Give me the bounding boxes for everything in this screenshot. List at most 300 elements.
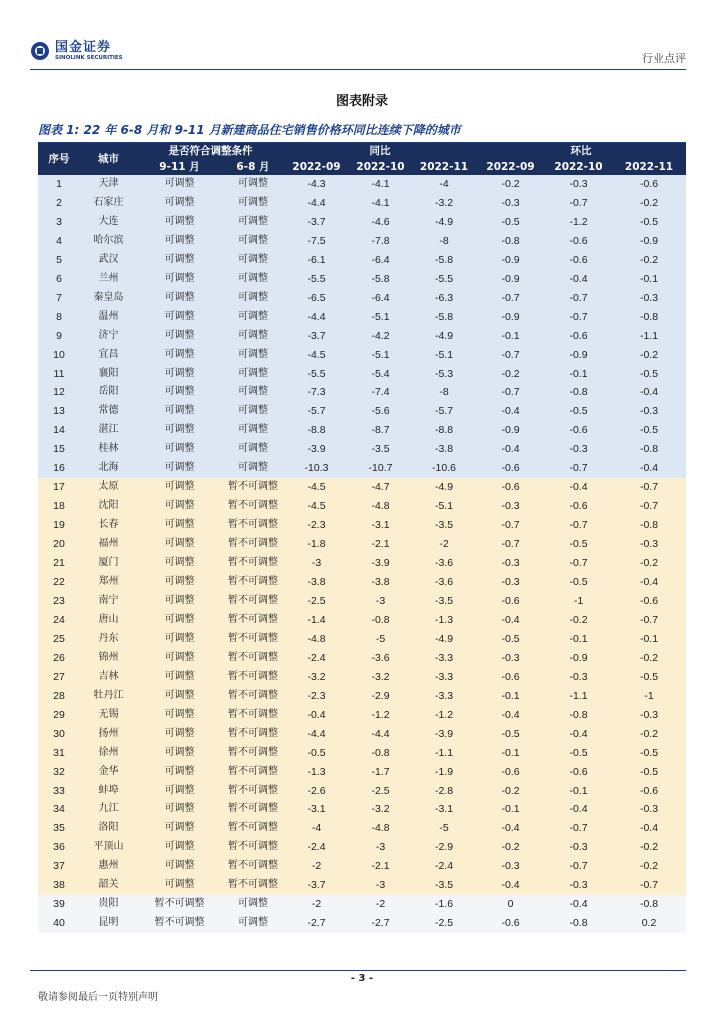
row-mom-sep: -0.4 [476, 706, 545, 725]
row-mom-oct: -0.6 [545, 497, 612, 516]
row-index: 17 [38, 478, 80, 497]
row-yoy-nov: -4 [412, 175, 476, 194]
row-mom-oct: -0.1 [545, 630, 612, 649]
company-logo [30, 41, 123, 62]
header-yoy-nov: 2022-11 [412, 159, 476, 175]
row-index: 14 [38, 421, 80, 440]
row-mom-oct: -0.5 [545, 573, 612, 592]
row-yoy-nov: -1.6 [412, 895, 476, 914]
table-row [38, 895, 686, 914]
row-yoy-oct: -2 [349, 895, 412, 914]
table-row [38, 535, 686, 554]
row-yoy-nov: -3.5 [412, 876, 476, 895]
row-city: 徐州 [80, 744, 137, 763]
row-cond-sep-nov: 可调整 [137, 497, 222, 516]
row-yoy-sep: -2.7 [284, 914, 349, 933]
row-cond-sep-nov: 暂不可调整 [137, 914, 222, 933]
row-mom-nov: -0.5 [612, 763, 686, 782]
row-mom-sep: 0 [476, 895, 545, 914]
row-mom-nov: -0.3 [612, 289, 686, 308]
row-yoy-sep: -1.3 [284, 763, 349, 782]
row-yoy-nov: -3.8 [412, 440, 476, 459]
row-yoy-nov: -2.9 [412, 838, 476, 857]
row-mom-sep: -0.2 [476, 365, 545, 384]
row-cond-jun-aug: 暂不可调整 [222, 649, 284, 668]
row-city: 郑州 [80, 573, 137, 592]
row-yoy-nov: -5.1 [412, 497, 476, 516]
table-row [38, 800, 686, 819]
row-yoy-oct: -4.1 [349, 175, 412, 194]
row-yoy-nov: -1.1 [412, 744, 476, 763]
row-city: 桂林 [80, 440, 137, 459]
row-cond-sep-nov: 暂不可调整 [137, 895, 222, 914]
row-yoy-nov: -2.5 [412, 914, 476, 933]
row-yoy-nov: -3.3 [412, 668, 476, 687]
row-cond-sep-nov: 可调整 [137, 175, 222, 194]
row-yoy-oct: -3 [349, 876, 412, 895]
row-mom-sep: -0.4 [476, 819, 545, 838]
table-row [38, 611, 686, 630]
row-index: 4 [38, 232, 80, 251]
row-mom-oct: -0.5 [545, 744, 612, 763]
row-yoy-sep: -6.1 [284, 251, 349, 270]
row-cond-jun-aug: 可调整 [222, 194, 284, 213]
row-yoy-nov: -5.5 [412, 270, 476, 289]
row-cond-jun-aug: 暂不可调整 [222, 876, 284, 895]
row-yoy-sep: -4.5 [284, 478, 349, 497]
header-sep-nov: 9-11 月 [137, 159, 222, 175]
row-mom-oct: -0.6 [545, 232, 612, 251]
table-row [38, 232, 686, 251]
row-cond-jun-aug: 暂不可调整 [222, 630, 284, 649]
row-yoy-nov: -1.2 [412, 706, 476, 725]
row-mom-oct: -1 [545, 592, 612, 611]
row-index: 6 [38, 270, 80, 289]
row-yoy-sep: -8.8 [284, 421, 349, 440]
table-row [38, 478, 686, 497]
row-yoy-oct: -1.7 [349, 763, 412, 782]
row-index: 29 [38, 706, 80, 725]
table-row [38, 365, 686, 384]
row-cond-jun-aug: 可调整 [222, 895, 284, 914]
row-cond-jun-aug: 暂不可调整 [222, 611, 284, 630]
row-mom-oct: -0.7 [545, 194, 612, 213]
row-cond-jun-aug: 暂不可调整 [222, 763, 284, 782]
row-yoy-oct: -4.4 [349, 725, 412, 744]
row-cond-jun-aug: 可调整 [222, 213, 284, 232]
header-mom: 环比 [476, 143, 686, 159]
row-mom-nov: -0.4 [612, 573, 686, 592]
row-city: 丹东 [80, 630, 137, 649]
row-mom-sep: -0.1 [476, 327, 545, 346]
row-yoy-sep: -2.4 [284, 838, 349, 857]
table-row [38, 763, 686, 782]
row-mom-nov: -0.4 [612, 383, 686, 402]
row-yoy-sep: -2.3 [284, 516, 349, 535]
row-cond-sep-nov: 可调整 [137, 592, 222, 611]
row-mom-sep: -0.4 [476, 440, 545, 459]
city-price-table [38, 143, 686, 933]
row-cond-sep-nov: 可调整 [137, 838, 222, 857]
header-yoy-sep: 2022-09 [284, 159, 349, 175]
row-mom-nov: -0.2 [612, 857, 686, 876]
row-mom-oct: -0.6 [545, 327, 612, 346]
page-number: - 3 - [350, 973, 374, 984]
row-mom-nov: -0.5 [612, 365, 686, 384]
row-yoy-nov: -10.6 [412, 459, 476, 478]
row-cond-jun-aug: 暂不可调整 [222, 706, 284, 725]
row-yoy-nov: -5 [412, 819, 476, 838]
row-cond-jun-aug: 暂不可调整 [222, 838, 284, 857]
row-index: 36 [38, 838, 80, 857]
header-city: 城市 [80, 143, 137, 175]
row-city: 温州 [80, 308, 137, 327]
table-row [38, 573, 686, 592]
row-mom-nov: -0.2 [612, 554, 686, 573]
row-yoy-sep: -2.5 [284, 592, 349, 611]
row-index: 34 [38, 800, 80, 819]
header-mom-sep: 2022-09 [476, 159, 545, 175]
row-yoy-oct: -5.6 [349, 402, 412, 421]
row-city: 岳阳 [80, 383, 137, 402]
row-mom-sep: -0.2 [476, 782, 545, 801]
row-mom-sep: -0.6 [476, 459, 545, 478]
row-yoy-sep: -3.1 [284, 800, 349, 819]
header-mom-nov: 2022-11 [612, 159, 686, 175]
row-yoy-oct: -10.7 [349, 459, 412, 478]
row-city: 太原 [80, 478, 137, 497]
row-yoy-oct: -3.1 [349, 516, 412, 535]
row-city: 金华 [80, 763, 137, 782]
row-mom-nov: -0.3 [612, 402, 686, 421]
row-yoy-nov: -1.3 [412, 611, 476, 630]
row-yoy-sep: -2 [284, 857, 349, 876]
row-yoy-nov: -8.8 [412, 421, 476, 440]
table-row [38, 516, 686, 535]
row-yoy-nov: -2.8 [412, 782, 476, 801]
table-row [38, 782, 686, 801]
row-city: 昆明 [80, 914, 137, 933]
row-index: 33 [38, 782, 80, 801]
row-mom-nov: -0.6 [612, 782, 686, 801]
row-yoy-sep: -7.3 [284, 383, 349, 402]
row-index: 38 [38, 876, 80, 895]
row-yoy-oct: -5.1 [349, 346, 412, 365]
row-mom-oct: -0.4 [545, 270, 612, 289]
row-yoy-oct: -2.9 [349, 687, 412, 706]
row-index: 30 [38, 725, 80, 744]
row-city: 大连 [80, 213, 137, 232]
row-index: 5 [38, 251, 80, 270]
row-yoy-sep: -5.5 [284, 365, 349, 384]
row-yoy-nov: -5.3 [412, 365, 476, 384]
row-mom-oct: -1.2 [545, 213, 612, 232]
row-cond-sep-nov: 可调整 [137, 668, 222, 687]
row-mom-nov: -0.2 [612, 725, 686, 744]
row-yoy-nov: -3.5 [412, 516, 476, 535]
row-mom-nov: -0.7 [612, 478, 686, 497]
row-city: 哈尔滨 [80, 232, 137, 251]
row-city: 锦州 [80, 649, 137, 668]
row-cond-sep-nov: 可调整 [137, 819, 222, 838]
row-yoy-oct: -6.4 [349, 289, 412, 308]
row-yoy-nov: -4.9 [412, 213, 476, 232]
row-mom-sep: -0.3 [476, 857, 545, 876]
row-cond-sep-nov: 可调整 [137, 573, 222, 592]
row-yoy-oct: -2.5 [349, 782, 412, 801]
row-city: 洛阳 [80, 819, 137, 838]
row-city: 武汉 [80, 251, 137, 270]
row-yoy-nov: -5.8 [412, 251, 476, 270]
row-city: 湛江 [80, 421, 137, 440]
row-yoy-sep: -10.3 [284, 459, 349, 478]
row-index: 20 [38, 535, 80, 554]
table-row [38, 668, 686, 687]
row-yoy-oct: -4.2 [349, 327, 412, 346]
row-cond-jun-aug: 暂不可调整 [222, 573, 284, 592]
row-index: 35 [38, 819, 80, 838]
row-index: 11 [38, 365, 80, 384]
row-yoy-sep: -4.5 [284, 346, 349, 365]
row-yoy-oct: -6.4 [349, 251, 412, 270]
row-yoy-sep: -4.8 [284, 630, 349, 649]
row-cond-jun-aug: 可调整 [222, 914, 284, 933]
logo-name-cn: 国金证券 [55, 40, 112, 55]
row-city: 长春 [80, 516, 137, 535]
row-yoy-nov: -5.8 [412, 308, 476, 327]
row-index: 16 [38, 459, 80, 478]
row-yoy-nov: -3.6 [412, 573, 476, 592]
row-mom-oct: -0.9 [545, 649, 612, 668]
row-yoy-nov: -5.7 [412, 402, 476, 421]
row-mom-sep: -0.5 [476, 725, 545, 744]
table-row [38, 308, 686, 327]
row-yoy-nov: -4.9 [412, 478, 476, 497]
row-mom-oct: -0.3 [545, 838, 612, 857]
row-city: 天津 [80, 175, 137, 194]
row-mom-oct: -0.8 [545, 914, 612, 933]
row-mom-oct: -0.8 [545, 383, 612, 402]
row-mom-sep: -0.9 [476, 308, 545, 327]
row-cond-jun-aug: 暂不可调整 [222, 535, 284, 554]
row-yoy-oct: -7.4 [349, 383, 412, 402]
row-cond-sep-nov: 可调整 [137, 516, 222, 535]
row-city: 宜昌 [80, 346, 137, 365]
row-mom-oct: -0.5 [545, 402, 612, 421]
row-index: 9 [38, 327, 80, 346]
table-row [38, 706, 686, 725]
row-cond-sep-nov: 可调整 [137, 800, 222, 819]
row-mom-sep: -0.8 [476, 232, 545, 251]
row-mom-oct: -0.6 [545, 421, 612, 440]
row-mom-sep: -0.7 [476, 516, 545, 535]
row-mom-sep: -0.3 [476, 554, 545, 573]
table-row [38, 876, 686, 895]
row-index: 32 [38, 763, 80, 782]
row-cond-sep-nov: 可调整 [137, 763, 222, 782]
table-row [38, 402, 686, 421]
row-index: 27 [38, 668, 80, 687]
header-divider [30, 69, 686, 70]
row-index: 3 [38, 213, 80, 232]
row-cond-sep-nov: 可调整 [137, 289, 222, 308]
row-mom-sep: -0.6 [476, 592, 545, 611]
row-cond-sep-nov: 可调整 [137, 706, 222, 725]
row-mom-sep: -0.7 [476, 535, 545, 554]
header-yoy: 同比 [284, 143, 476, 159]
row-mom-sep: -0.7 [476, 383, 545, 402]
row-index: 28 [38, 687, 80, 706]
header-mom-oct: 2022-10 [545, 159, 612, 175]
row-mom-sep: -0.2 [476, 838, 545, 857]
row-index: 13 [38, 402, 80, 421]
row-mom-nov: -0.3 [612, 706, 686, 725]
row-yoy-oct: -3.5 [349, 440, 412, 459]
row-yoy-oct: -3.9 [349, 554, 412, 573]
row-cond-jun-aug: 暂不可调整 [222, 497, 284, 516]
row-city: 沈阳 [80, 497, 137, 516]
row-yoy-nov: -3.3 [412, 649, 476, 668]
row-yoy-nov: -8 [412, 232, 476, 251]
row-mom-sep: -0.6 [476, 763, 545, 782]
figure-caption: 图表 1: 22 年 6-8 月和 9-11 月新建商品住宅销售价格环同比连续下降的城市 [38, 120, 686, 144]
row-city: 襄阳 [80, 365, 137, 384]
row-yoy-sep: -4.5 [284, 497, 349, 516]
row-index: 24 [38, 611, 80, 630]
row-yoy-oct: -5.8 [349, 270, 412, 289]
row-yoy-sep: -3 [284, 554, 349, 573]
row-yoy-oct: -2.1 [349, 535, 412, 554]
row-cond-sep-nov: 可调整 [137, 725, 222, 744]
row-yoy-oct: -2.7 [349, 914, 412, 933]
row-cond-jun-aug: 暂不可调整 [222, 800, 284, 819]
row-yoy-sep: -2 [284, 895, 349, 914]
row-mom-sep: -0.4 [476, 611, 545, 630]
row-mom-sep: -0.4 [476, 876, 545, 895]
row-cond-sep-nov: 可调整 [137, 346, 222, 365]
row-mom-nov: -0.3 [612, 800, 686, 819]
row-cond-jun-aug: 可调整 [222, 402, 284, 421]
row-mom-oct: -0.3 [545, 440, 612, 459]
row-mom-oct: -0.3 [545, 175, 612, 194]
row-mom-nov: -0.2 [612, 346, 686, 365]
row-cond-jun-aug: 暂不可调整 [222, 857, 284, 876]
table-row [38, 857, 686, 876]
row-mom-oct: -0.4 [545, 478, 612, 497]
row-cond-jun-aug: 暂不可调整 [222, 478, 284, 497]
row-yoy-oct: -3.2 [349, 800, 412, 819]
row-yoy-oct: -0.8 [349, 744, 412, 763]
row-cond-sep-nov: 可调整 [137, 649, 222, 668]
row-index: 2 [38, 194, 80, 213]
row-index: 19 [38, 516, 80, 535]
row-cond-jun-aug: 暂不可调整 [222, 516, 284, 535]
row-mom-sep: -0.9 [476, 251, 545, 270]
row-yoy-oct: -4.7 [349, 478, 412, 497]
row-yoy-sep: -4 [284, 819, 349, 838]
row-cond-jun-aug: 可调整 [222, 270, 284, 289]
row-cond-sep-nov: 可调整 [137, 782, 222, 801]
row-mom-sep: -0.5 [476, 213, 545, 232]
row-index: 39 [38, 895, 80, 914]
row-yoy-oct: -8.7 [349, 421, 412, 440]
row-mom-oct: -0.7 [545, 819, 612, 838]
logo-icon [30, 41, 50, 61]
row-cond-sep-nov: 可调整 [137, 857, 222, 876]
row-yoy-oct: -3.6 [349, 649, 412, 668]
row-mom-sep: -0.4 [476, 402, 545, 421]
row-mom-sep: -0.3 [476, 497, 545, 516]
row-yoy-oct: -3 [349, 592, 412, 611]
table-row [38, 459, 686, 478]
row-cond-jun-aug: 可调整 [222, 175, 284, 194]
row-mom-sep: -0.3 [476, 194, 545, 213]
row-index: 10 [38, 346, 80, 365]
row-mom-sep: -0.1 [476, 687, 545, 706]
row-yoy-oct: -5.4 [349, 365, 412, 384]
row-city: 厦门 [80, 554, 137, 573]
row-cond-jun-aug: 可调整 [222, 327, 284, 346]
row-cond-jun-aug: 可调整 [222, 459, 284, 478]
row-yoy-oct: -1.2 [349, 706, 412, 725]
row-mom-nov: -0.8 [612, 440, 686, 459]
row-yoy-oct: -4.8 [349, 819, 412, 838]
row-mom-oct: -0.1 [545, 365, 612, 384]
row-index: 1 [38, 175, 80, 194]
table-row [38, 649, 686, 668]
row-mom-oct: -0.5 [545, 535, 612, 554]
row-mom-oct: -0.7 [545, 459, 612, 478]
row-city: 平顶山 [80, 838, 137, 857]
row-cond-jun-aug: 可调整 [222, 440, 284, 459]
row-mom-nov: -0.1 [612, 630, 686, 649]
table-row [38, 630, 686, 649]
row-mom-nov: -0.5 [612, 213, 686, 232]
row-index: 21 [38, 554, 80, 573]
row-yoy-oct: -5 [349, 630, 412, 649]
table-row [38, 289, 686, 308]
row-city: 唐山 [80, 611, 137, 630]
row-cond-sep-nov: 可调整 [137, 611, 222, 630]
row-yoy-sep: -3.8 [284, 573, 349, 592]
row-mom-sep: -0.6 [476, 478, 545, 497]
row-mom-nov: -1 [612, 687, 686, 706]
row-city: 福州 [80, 535, 137, 554]
row-mom-sep: -0.2 [476, 175, 545, 194]
row-cond-jun-aug: 暂不可调整 [222, 668, 284, 687]
row-city: 常德 [80, 402, 137, 421]
row-yoy-sep: -4.4 [284, 725, 349, 744]
row-cond-jun-aug: 可调整 [222, 383, 284, 402]
row-cond-jun-aug: 可调整 [222, 289, 284, 308]
row-yoy-nov: -8 [412, 383, 476, 402]
row-mom-oct: -0.4 [545, 800, 612, 819]
row-cond-jun-aug: 可调整 [222, 232, 284, 251]
row-cond-jun-aug: 可调整 [222, 421, 284, 440]
header-index: 序号 [38, 143, 80, 175]
row-cond-jun-aug: 可调整 [222, 308, 284, 327]
row-mom-oct: -0.2 [545, 611, 612, 630]
row-city: 石家庄 [80, 194, 137, 213]
row-yoy-sep: -3.2 [284, 668, 349, 687]
row-cond-jun-aug: 暂不可调整 [222, 744, 284, 763]
row-yoy-oct: -3.8 [349, 573, 412, 592]
row-mom-nov: -0.6 [612, 175, 686, 194]
row-cond-jun-aug: 暂不可调整 [222, 725, 284, 744]
row-mom-sep: -0.7 [476, 289, 545, 308]
row-cond-sep-nov: 可调整 [137, 402, 222, 421]
header-condition: 是否符合调整条件 [137, 143, 284, 159]
